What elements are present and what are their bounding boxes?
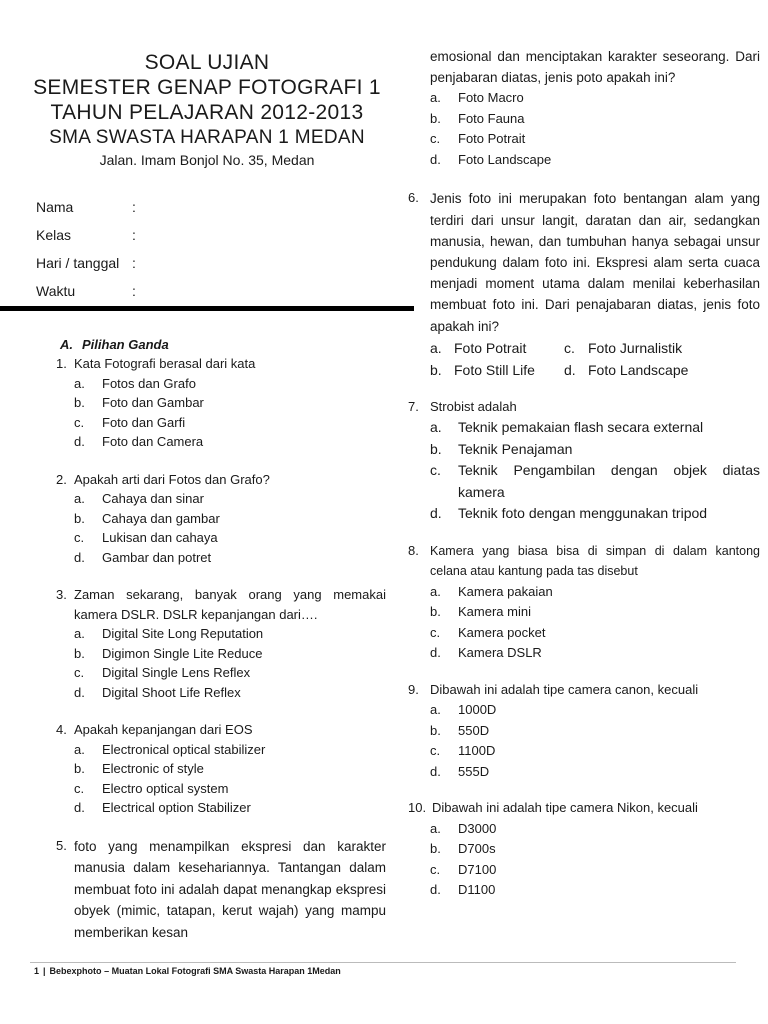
exam-header bbox=[0, 50, 414, 169]
option-b[interactable] bbox=[430, 359, 564, 381]
option-text: Digital Site Long Reputation bbox=[102, 626, 264, 641]
option-c[interactable] bbox=[56, 528, 386, 548]
option-text: Fotos dan Grafo bbox=[102, 375, 196, 391]
option-text: Kamera pocket bbox=[458, 624, 546, 640]
option-c[interactable] bbox=[56, 663, 386, 683]
question-6 bbox=[408, 188, 760, 380]
option-a[interactable] bbox=[56, 489, 386, 509]
question-10 bbox=[408, 798, 760, 901]
option-text: Foto Landscape bbox=[458, 151, 552, 167]
field-colon: : bbox=[132, 199, 136, 215]
option-text: Electrical option Stabilizer bbox=[102, 800, 251, 815]
option-text: Digimon Single Lite Reduce bbox=[102, 645, 263, 661]
option-b[interactable] bbox=[408, 721, 760, 742]
header-divider bbox=[0, 306, 414, 311]
option-text: Digital Shoot Life Reflex bbox=[102, 684, 241, 700]
option-letter: b. bbox=[430, 361, 442, 378]
field-name bbox=[36, 196, 336, 224]
question-number: 1. bbox=[56, 356, 67, 371]
question-number: 8. bbox=[408, 542, 419, 558]
identity-fields bbox=[36, 196, 336, 308]
option-text: Teknik Pengambilan dengan objek diatas kamera bbox=[458, 462, 760, 500]
option-b[interactable] bbox=[408, 839, 760, 860]
page-footer bbox=[34, 966, 341, 976]
option-b[interactable] bbox=[56, 509, 386, 529]
option-letter: a. bbox=[430, 702, 441, 718]
option-a[interactable] bbox=[430, 337, 564, 359]
option-d[interactable] bbox=[56, 548, 386, 568]
option-b[interactable] bbox=[408, 602, 760, 623]
option-letter: a. bbox=[430, 339, 442, 356]
option-text: Digital Single Lens Reflex bbox=[102, 665, 251, 680]
field-colon: : bbox=[132, 255, 136, 271]
question-text: Apakah arti dari Fotos dan Grafo? bbox=[74, 471, 270, 487]
option-text: 1100D bbox=[458, 743, 496, 759]
option-b[interactable] bbox=[56, 393, 386, 413]
option-letter: a. bbox=[74, 491, 85, 506]
question-text: Dibawah ini adalah tipe camera canon, kecuali bbox=[430, 681, 699, 697]
question-2 bbox=[56, 470, 386, 568]
option-c[interactable] bbox=[408, 741, 760, 762]
option-text: Kamera DSLR bbox=[458, 645, 542, 661]
option-text: 1000D bbox=[458, 702, 497, 718]
option-c[interactable] bbox=[408, 460, 760, 503]
option-text: D7100 bbox=[458, 861, 497, 877]
option-text: Foto dan Camera bbox=[102, 434, 204, 449]
field-time bbox=[36, 280, 336, 308]
option-text: Electronic of style bbox=[102, 761, 204, 776]
option-a[interactable] bbox=[408, 88, 760, 109]
school-address: Jalan. Imam Bonjol No. 35, Medan bbox=[99, 152, 315, 168]
option-text: Teknik pemakaian flash secara external bbox=[458, 419, 704, 436]
option-letter: c. bbox=[430, 462, 441, 479]
option-b[interactable] bbox=[408, 109, 760, 130]
field-class bbox=[36, 224, 336, 252]
option-text: D700s bbox=[458, 841, 496, 857]
option-text: Gambar dan potret bbox=[102, 549, 212, 565]
field-label: Hari / tanggal bbox=[36, 255, 120, 271]
option-letter: d. bbox=[430, 151, 441, 167]
school-year: TAHUN PELAJARAN 2012-2013 bbox=[50, 101, 364, 124]
question-number: 7. bbox=[408, 398, 419, 414]
option-letter: b. bbox=[430, 841, 441, 857]
option-d[interactable] bbox=[56, 432, 386, 452]
option-letter: c. bbox=[74, 530, 85, 545]
option-letter: d. bbox=[430, 763, 441, 779]
option-d[interactable] bbox=[564, 359, 698, 381]
option-text: Foto dan Gambar bbox=[102, 395, 204, 410]
option-letter: b. bbox=[430, 440, 442, 457]
option-letter: d. bbox=[430, 882, 441, 898]
option-text: Kamera pakaian bbox=[458, 583, 553, 599]
option-a[interactable] bbox=[408, 417, 760, 439]
option-d[interactable] bbox=[56, 683, 386, 703]
option-letter: c. bbox=[74, 665, 85, 680]
option-a[interactable] bbox=[56, 740, 386, 760]
option-text: D3000 bbox=[458, 820, 497, 836]
question-4 bbox=[56, 720, 386, 818]
school-name: SMA SWASTA HARAPAN 1 MEDAN bbox=[49, 127, 365, 148]
section-title bbox=[60, 336, 386, 354]
question-number: 10. bbox=[408, 800, 427, 816]
option-letter: a. bbox=[430, 419, 442, 436]
option-letter: b. bbox=[74, 395, 85, 410]
option-text: Teknik foto dengan menggunakan tripod bbox=[458, 505, 708, 522]
option-text: Foto Macro bbox=[458, 90, 524, 106]
option-text: Teknik Penajaman bbox=[458, 440, 573, 457]
option-letter: a. bbox=[430, 820, 441, 836]
section-name: Pilihan Ganda bbox=[82, 337, 169, 352]
option-a[interactable] bbox=[408, 819, 760, 840]
option-letter: d. bbox=[74, 434, 85, 449]
option-letter: b. bbox=[430, 110, 441, 126]
question-8 bbox=[408, 541, 760, 664]
option-letter: d. bbox=[74, 684, 85, 700]
option-letter: b. bbox=[74, 761, 85, 776]
option-letter: d. bbox=[74, 549, 85, 565]
question-text: Apakah kepanjangan dari EOS bbox=[74, 722, 253, 737]
option-letter: b. bbox=[74, 510, 85, 526]
section-letter: A. bbox=[60, 337, 73, 352]
option-a[interactable] bbox=[56, 624, 386, 644]
option-c[interactable] bbox=[56, 779, 386, 799]
option-a[interactable] bbox=[56, 374, 386, 394]
option-letter: a. bbox=[74, 741, 85, 757]
option-text: Cahaya dan gambar bbox=[102, 510, 220, 526]
option-letter: b. bbox=[430, 604, 441, 620]
question-text: Kata Fotografi berasal dari kata bbox=[74, 356, 256, 371]
option-letter: d. bbox=[430, 645, 441, 661]
option-letter: c. bbox=[430, 861, 441, 877]
option-text: 550D bbox=[458, 722, 490, 738]
option-letter: d. bbox=[74, 800, 85, 815]
option-text: Foto Potrait bbox=[454, 339, 527, 356]
option-text: Foto Potrait bbox=[458, 131, 526, 147]
option-letter: c. bbox=[430, 131, 441, 147]
question-text: Strobist adalah bbox=[430, 398, 517, 414]
option-letter: c. bbox=[430, 743, 441, 759]
option-text: D1100 bbox=[458, 882, 496, 898]
question-text: foto yang menampilkan ekspresi dan karakter manusia dalam kesehariannya. Tantangan dalam membuat foto ini adalah dapat menangkap ekspresi obyek (mimic, tatapan, kerut wajah) yang mampu memberikan kesan bbox=[74, 838, 386, 940]
option-text: Electronical optical stabilizer bbox=[102, 741, 266, 757]
question-7 bbox=[408, 397, 760, 525]
option-letter: b. bbox=[430, 722, 441, 738]
question-text: Dibawah ini adalah tipe camera Nikon, kecuali bbox=[432, 800, 698, 816]
footer-separator: | bbox=[43, 966, 46, 976]
question-1 bbox=[56, 354, 386, 452]
option-a[interactable] bbox=[408, 582, 760, 603]
option-letter: d. bbox=[430, 505, 442, 522]
option-text: Cahaya dan sinar bbox=[102, 491, 204, 506]
question-number: 4. bbox=[56, 722, 67, 737]
option-text: Foto Landscape bbox=[588, 361, 689, 378]
option-c[interactable] bbox=[564, 337, 698, 359]
question-number: 3. bbox=[56, 587, 67, 602]
field-label: Nama bbox=[36, 199, 74, 215]
option-text: Foto Fauna bbox=[458, 110, 525, 126]
option-text: Lukisan dan cahaya bbox=[102, 530, 218, 545]
option-c[interactable] bbox=[408, 860, 760, 881]
field-colon: : bbox=[132, 227, 136, 243]
question-number: 9. bbox=[408, 681, 419, 697]
option-b[interactable] bbox=[56, 644, 386, 664]
page-number: 1 bbox=[34, 966, 40, 976]
exam-subtitle: SEMESTER GENAP FOTOGRAFI 1 bbox=[33, 76, 381, 99]
option-d[interactable] bbox=[408, 643, 760, 664]
footer-text: – Muatan Lokal Fotografi SMA Swasta Harapan 1Medan bbox=[104, 966, 341, 976]
option-text: Electro optical system bbox=[102, 780, 229, 796]
option-letter: a. bbox=[74, 375, 85, 391]
footer-divider bbox=[30, 962, 736, 963]
field-label: Waktu bbox=[36, 283, 76, 299]
option-d[interactable] bbox=[408, 762, 760, 783]
right-question-column bbox=[408, 46, 760, 901]
question-number: 2. bbox=[56, 471, 67, 487]
option-letter: a. bbox=[430, 90, 441, 106]
question-text: Kamera yang biasa bisa di simpan di dalam kantong celana atau kantung pada tas disebut bbox=[430, 543, 760, 579]
option-letter: d. bbox=[564, 361, 576, 378]
option-d[interactable] bbox=[56, 798, 386, 818]
field-colon: : bbox=[132, 283, 136, 299]
option-b[interactable] bbox=[56, 759, 386, 779]
question-text: Jenis foto ini merupakan foto bentangan alam yang terdiri dari unsur langit, daratan dan air, sedangkan manusia, hewan, dan tumbuhan hanya sebagai unsur pendukung dalam foto ini. Ekspresi alam serta cuaca menjadi moment utama dalam menilai keberhasilan membuat foto ini. Dari penajabaran diatas, jenis foto apakah ini? bbox=[430, 191, 760, 334]
footer-author: Bebexphoto bbox=[49, 966, 102, 976]
question-3 bbox=[56, 585, 386, 702]
option-letter: c. bbox=[74, 780, 85, 796]
option-text: Foto Still Life bbox=[454, 361, 535, 378]
option-letter: c. bbox=[564, 339, 575, 356]
question-5-continued bbox=[408, 46, 760, 170]
option-c[interactable] bbox=[408, 623, 760, 644]
option-text: Foto Jurnalistik bbox=[588, 339, 683, 356]
question-5 bbox=[56, 836, 386, 944]
option-d[interactable] bbox=[408, 880, 760, 901]
option-c[interactable] bbox=[56, 413, 386, 433]
option-d[interactable] bbox=[408, 503, 760, 525]
option-letter: c. bbox=[430, 624, 441, 640]
option-c[interactable] bbox=[408, 129, 760, 150]
left-question-column bbox=[56, 336, 386, 943]
question-9 bbox=[408, 680, 760, 783]
exam-title: SOAL UJIAN bbox=[144, 51, 270, 74]
option-letter: a. bbox=[430, 583, 441, 599]
option-letter: c. bbox=[74, 414, 85, 430]
option-text: 555D bbox=[458, 763, 490, 779]
question-text: Zaman sekarang, banyak orang yang memakai kamera DSLR. DSLR kepanjangan dari…. bbox=[74, 587, 386, 622]
option-letter: b. bbox=[74, 645, 85, 661]
field-date bbox=[36, 252, 336, 280]
question-text: emosional dan menciptakan karakter seseorang. Dari penjabaran diatas, jenis poto apakah ini? bbox=[430, 49, 760, 86]
option-b[interactable] bbox=[408, 439, 760, 461]
question-number: 5. bbox=[56, 837, 67, 853]
option-a[interactable] bbox=[408, 700, 760, 721]
option-text: Foto dan Garfi bbox=[102, 414, 186, 430]
option-d[interactable] bbox=[408, 150, 760, 171]
option-text: Kamera mini bbox=[458, 604, 531, 620]
field-label: Kelas bbox=[36, 227, 72, 243]
question-number: 6. bbox=[408, 190, 419, 206]
option-letter: a. bbox=[74, 626, 85, 641]
